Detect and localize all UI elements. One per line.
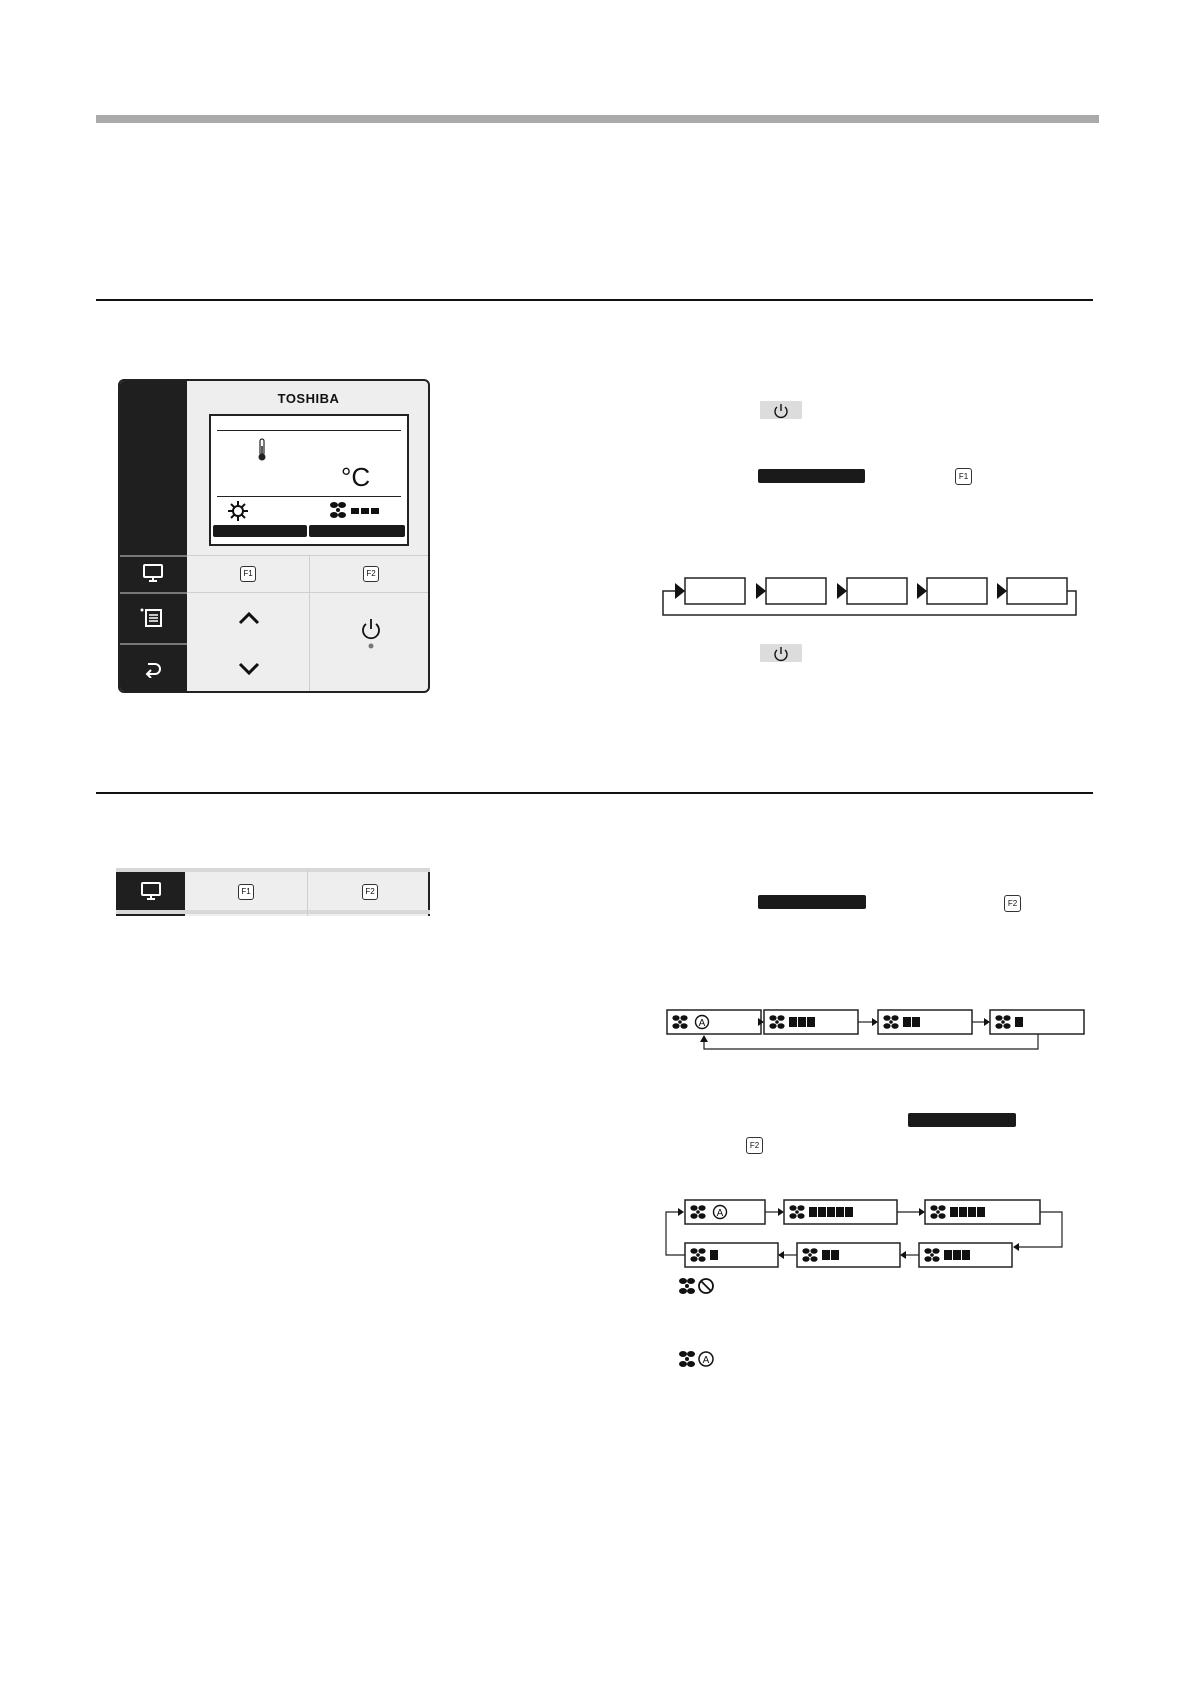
fan-softkey-bar-2 <box>908 1113 1016 1127</box>
mode-softkey-bar <box>758 469 865 483</box>
fan-level-box-4 <box>797 1243 900 1267</box>
f1-button[interactable]: F1 <box>240 566 256 582</box>
f2-key-symbol: F2 <box>1004 895 1021 912</box>
section-rule-2 <box>96 792 1093 794</box>
return-icon[interactable] <box>142 660 164 678</box>
temperature-unit: °C <box>341 462 371 492</box>
monitor-icon[interactable] <box>142 563 164 583</box>
fan-level-box-0 <box>685 1200 765 1224</box>
mode-cycle-diagram <box>660 575 1080 619</box>
down-arrow-button[interactable] <box>237 661 261 677</box>
power-button[interactable] <box>359 616 383 652</box>
fan-level-box-3 <box>919 1243 1012 1267</box>
f1-key-symbol: F1 <box>955 468 972 485</box>
fan-level-box-5 <box>685 1243 778 1267</box>
remote-controller <box>118 379 430 693</box>
fan-level-box-2 <box>878 1010 972 1034</box>
f1-mode-bar <box>213 525 307 537</box>
f2-key-symbol-2: F2 <box>746 1137 763 1154</box>
thermometer-icon <box>257 438 267 462</box>
svg-text:A: A <box>698 1018 706 1029</box>
power-key-chip-2 <box>760 644 802 662</box>
fan-cycle-diagram-a <box>664 1008 1089 1054</box>
svg-text:A: A <box>716 1208 724 1219</box>
monitor-icon[interactable] <box>140 881 162 901</box>
f1-button[interactable]: F1 <box>238 884 254 900</box>
remote-controller-strip <box>116 868 430 916</box>
lcd-screen <box>209 414 409 546</box>
fan-softkey-bar-1 <box>758 895 866 909</box>
top-gray-bar <box>96 115 1099 123</box>
section-rule-1 <box>96 299 1093 301</box>
power-key-chip-1 <box>760 401 802 419</box>
f2-button[interactable]: F2 <box>362 884 378 900</box>
fan-off-icon <box>677 1275 717 1297</box>
up-arrow-button[interactable] <box>237 610 261 626</box>
fan-level-box-3 <box>990 1010 1084 1034</box>
fan-level-box-1 <box>784 1200 897 1224</box>
brand-logo: TOSHIBA <box>277 391 340 406</box>
fan-level-box-1 <box>764 1010 858 1034</box>
menu-icon[interactable] <box>140 607 164 629</box>
cool-mode-snowflake-icon <box>227 500 249 522</box>
fan-level-box-0 <box>667 1010 761 1034</box>
svg-text:A: A <box>702 1355 710 1366</box>
fan-level-box-2 <box>925 1200 1040 1224</box>
fan-auto-icon <box>677 1348 717 1370</box>
fan-speed-indicator-icon <box>329 501 387 519</box>
f2-fan-bar <box>309 525 405 537</box>
f2-button[interactable]: F2 <box>363 566 379 582</box>
fan-cycle-diagram-b <box>658 1198 1066 1274</box>
